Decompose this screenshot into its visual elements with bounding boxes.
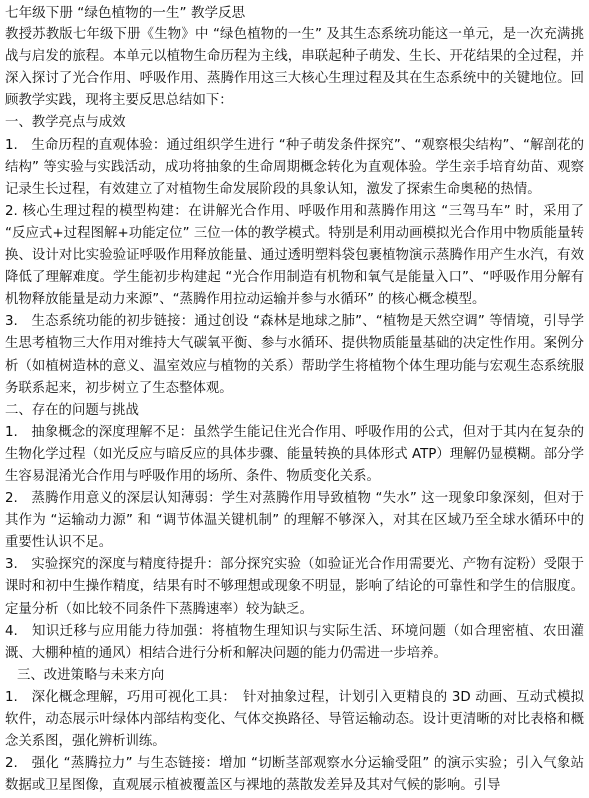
body-paragraph: 4. 知识迁移与应用能力待加强：将植物生理知识与实际生活、环境问题（如合理密植、农田灌溉、大棚种植的通风）相结合进行分析和解决问题的能力仍需进一步培养。 — [5, 623, 584, 661]
section-heading: 一、教学亮点与成效 — [5, 115, 126, 131]
section-heading: 二、存在的问题与挑战 — [5, 402, 139, 418]
document-title: 七年级下册 “绿色植物的一生” 教学反思 — [5, 5, 246, 21]
body-paragraph: 2. 蒸腾作用意义的深层认知薄弱：学生对蒸腾作用导致植物 “失水” 这一现象印象深刻，但对于其作为 “运输动力源” 和 “调节体温关键机制” 的理解不够深入，对其在区域乃至全球水循环中的重要性认识不足。 — [5, 491, 584, 551]
body-paragraph: 1. 生命历程的直观体验：通过组织学生进行 “种子萌发条件探究”、“观察根尖结构”、“解剖花的结构” 等实验与实践活动，成功将抽象的生命周期概念转化为直观体验。学生亲手培育幼苗、观察记录生长过程，有效建立了对植物生命发展阶段的具象认知，激发了探索生命奥秘的热情。 — [5, 137, 584, 197]
body-paragraph: 1. 抽象概念的深度理解不足：虽然学生能记住光合作用、呼吸作用的公式，但对于其内在复杂的生物化学过程（如光反应与暗反应的具体步骤、能量转换的具体形式 ATP）理解仍显模糊。部分学生容易混淆光合作用与呼吸作用的场所、条件、物质变化关系。 — [5, 424, 584, 484]
body-paragraph: 教授苏教版七年级下册《生物》中 “绿色植物的一生” 及其生态系统功能这一单元，是一次充满挑战与启发的旅程。本单元以植物生命历程为主线，串联起种子萌发、生长、开花结果的全过程，并深入探讨了光合作用、呼吸作用、蒸腾作用这三大核心生理过程及其在生态系统中的关键地位。回顾教学实践，现将主要反思总结如下： — [5, 27, 584, 109]
section-heading: 三、改进策略与未来方向 — [17, 667, 165, 683]
body-paragraph: 3. 生态系统功能的初步链接：通过创设 “森林是地球之肺”、“植物是天然空调” 等情境，引导学生思考植物三大作用对维持大气碳氧平衡、参与水循环、提供物质能量基础的决定性作用。案例分析（如植树造林的意义、温室效应与植物的关系）帮助学生将植物个体生理功能与宏观生态系统服务联系起来，初步树立了生态整体观。 — [5, 314, 584, 396]
body-paragraph: 2. 强化 “蒸腾拉力” 与生态链接：增加 “切断茎部观察水分运输受阻” 的演示实验；引入气象站数据或卫星图像，直观展示植被覆盖区与裸地的蒸散发差异及其对气候的影响。引导 — [5, 756, 584, 794]
body-paragraph: 1. 深化概念理解，巧用可视化工具： 针对抽象过程，计划引入更精良的 3D 动画、互动式模拟软件，动态展示叶绿体内部结构变化、气体交换路径、导管运输动态。设计更清晰的对比表格和概念关系图，强化辨析训练。 — [5, 689, 584, 750]
body-paragraph: 3. 实验探究的深度与精度待提升：部分探究实验（如验证光合作用需要光、产物有淀粉）受限于课时和初中生操作精度，结果有时不够理想或现象不明显，影响了结论的可靠性和学生的信服度。定量分析（如比较不同条件下蒸腾速率）较为缺乏。 — [5, 557, 584, 617]
body-paragraph: 2. 核心生理过程的模型构建：在讲解光合作用、呼吸作用和蒸腾作用这 “三驾马车” 时，采用了 “反应式+过程图解+功能定位” 三位一体的教学模式。特别是利用动画模拟光合作用中物质能量转换、设计对比实验验证呼吸作用释放能量、通过透明塑料袋包裹植物演示蒸腾作用产生水汽，有效降低了理解难度。学生能初步构建起 “光合作用制造有机物和氧气是能量入口”、“呼吸作用分解有机物释放能量是动力来源”、“蒸腾作用拉动运输并参与水循环” 的核心概念模型。 — [5, 203, 584, 308]
document-body — [5, 24, 584, 797]
